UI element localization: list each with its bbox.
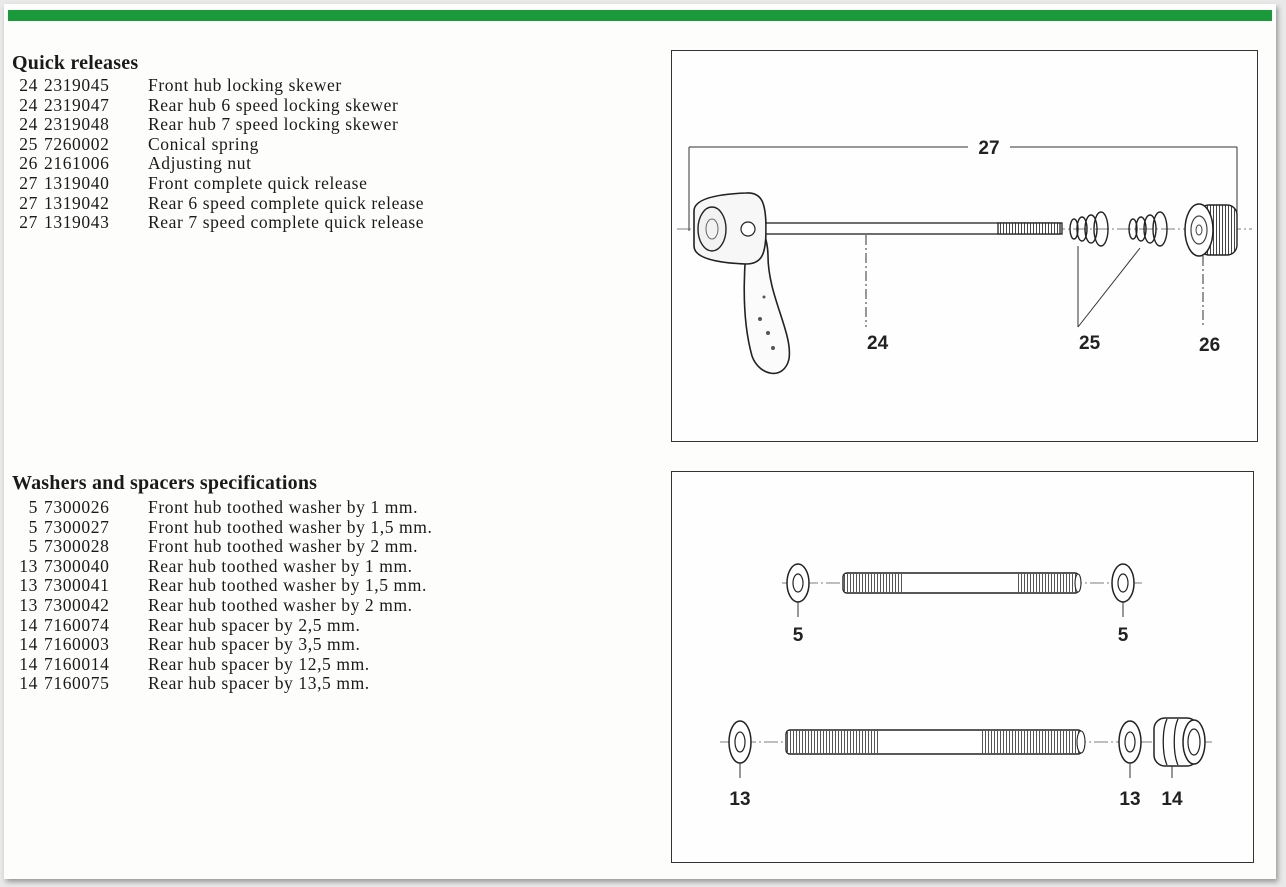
label-26: 26: [1199, 335, 1221, 356]
part-row: [12, 655, 432, 675]
part-code: 7160003: [44, 634, 110, 655]
part-row: [12, 518, 432, 538]
part-code: 2319048: [44, 114, 110, 135]
part-desc: Rear hub spacer by 12,5 mm.: [148, 653, 370, 674]
quick-releases-title: Quick releases: [12, 52, 139, 74]
part-ref: 25: [19, 133, 38, 154]
part-ref: 13: [19, 575, 38, 596]
rear-spacer-icon: [1154, 718, 1205, 766]
label-5-right: 5: [1117, 625, 1129, 646]
part-code: 7260002: [44, 133, 110, 154]
part-row: [12, 576, 432, 596]
part-ref: 24: [19, 94, 38, 115]
part-ref: 14: [19, 614, 38, 635]
quick-release-figure: [671, 50, 1258, 442]
part-ref: 26: [19, 153, 38, 174]
part-row: [12, 674, 432, 694]
part-desc: Rear 6 speed complete quick release: [148, 192, 425, 213]
skewer-thread: [998, 223, 1060, 234]
part-row: [12, 174, 424, 194]
adjusting-nut-icon: [1185, 204, 1237, 256]
label-24: 24: [867, 333, 889, 354]
part-row: [12, 115, 424, 135]
part-desc: Rear hub spacer by 3,5 mm.: [148, 634, 361, 655]
part-desc: Front hub toothed washer by 1,5 mm.: [148, 516, 433, 537]
part-row: [12, 635, 432, 655]
part-code: 7300041: [44, 575, 110, 596]
part-desc: Front hub toothed washer by 1 mm.: [148, 497, 419, 517]
part-ref: 27: [19, 212, 38, 233]
part-desc: Rear hub toothed washer by 2 mm.: [148, 594, 413, 615]
part-ref: 27: [19, 172, 38, 193]
part-desc: Conical spring: [148, 133, 259, 154]
part-code: 7160075: [44, 673, 110, 694]
label-14: 14: [1161, 789, 1183, 810]
label-27: 27: [978, 138, 1000, 159]
part-desc: Rear hub spacer by 13,5 mm.: [148, 673, 370, 694]
label-13-right: 13: [1119, 789, 1141, 810]
part-code: 2319045: [44, 75, 110, 95]
part-desc: Front hub locking skewer: [148, 75, 342, 95]
part-ref: 24: [19, 75, 38, 95]
part-code: 7160074: [44, 614, 110, 635]
part-code: 7300026: [44, 497, 110, 517]
front-axle-icon: [843, 573, 1081, 593]
washers-title: Washers and spacers specifications: [12, 472, 318, 494]
part-desc: Front complete quick release: [148, 172, 368, 193]
part-code: 2319047: [44, 94, 110, 115]
label-13-left: 13: [729, 789, 751, 810]
part-row: [12, 194, 424, 214]
quick-releases-parts-list: [12, 76, 424, 233]
part-row: [12, 596, 432, 616]
header-color-bar: [8, 10, 1272, 21]
front-washer-right-icon: [1112, 564, 1134, 602]
part-ref: 14: [19, 673, 38, 694]
part-desc: Rear hub toothed washer by 1,5 mm.: [148, 575, 427, 596]
part-row: [12, 498, 432, 518]
part-code: 7300040: [44, 555, 110, 576]
quick-release-diagram: [672, 51, 1257, 441]
part-ref: 5: [28, 497, 38, 517]
part-code: 7300028: [44, 536, 110, 557]
part-code: 1319042: [44, 192, 110, 213]
part-code: 2161006: [44, 153, 110, 174]
part-ref: 13: [19, 594, 38, 615]
part-desc: Rear 7 speed complete quick release: [148, 212, 425, 233]
part-code: 1319040: [44, 172, 110, 193]
lever-icon: [694, 193, 789, 373]
rear-axle-icon: [786, 730, 1085, 754]
part-ref: 24: [19, 114, 38, 135]
leader-25b: [1078, 248, 1140, 327]
part-ref: 14: [19, 653, 38, 674]
front-washer-left-icon: [787, 564, 809, 602]
part-ref: 5: [28, 516, 38, 537]
part-row: [12, 96, 424, 116]
rear-washer-right-icon: [1119, 721, 1141, 763]
catalog-page: [4, 4, 1276, 879]
part-row: [12, 537, 432, 557]
part-code: 7300027: [44, 516, 110, 537]
part-code: 7160014: [44, 653, 110, 674]
part-code: 1319043: [44, 212, 110, 233]
washers-diagram: [672, 472, 1253, 862]
part-ref: 13: [19, 555, 38, 576]
part-desc: Rear hub toothed washer by 1 mm.: [148, 555, 413, 576]
part-ref: 27: [19, 192, 38, 213]
part-desc: Rear hub spacer by 2,5 mm.: [148, 614, 361, 635]
part-row: [12, 616, 432, 636]
washers-parts-list: [12, 498, 432, 694]
part-desc: Adjusting nut: [148, 153, 252, 174]
part-code: 7300042: [44, 594, 110, 615]
part-desc: Rear hub 6 speed locking skewer: [148, 94, 399, 115]
part-row: [12, 154, 424, 174]
part-desc: Rear hub 7 speed locking skewer: [148, 114, 399, 135]
washers-figure: [671, 471, 1254, 863]
part-row: [12, 76, 424, 96]
part-ref: 5: [28, 536, 38, 557]
part-row: [12, 213, 424, 233]
label-25: 25: [1079, 333, 1101, 354]
part-desc: Front hub toothed washer by 2 mm.: [148, 536, 419, 557]
rear-washer-left-icon: [729, 721, 751, 763]
part-row: [12, 557, 432, 577]
label-5-left: 5: [792, 625, 804, 646]
part-ref: 14: [19, 634, 38, 655]
part-row: [12, 135, 424, 155]
